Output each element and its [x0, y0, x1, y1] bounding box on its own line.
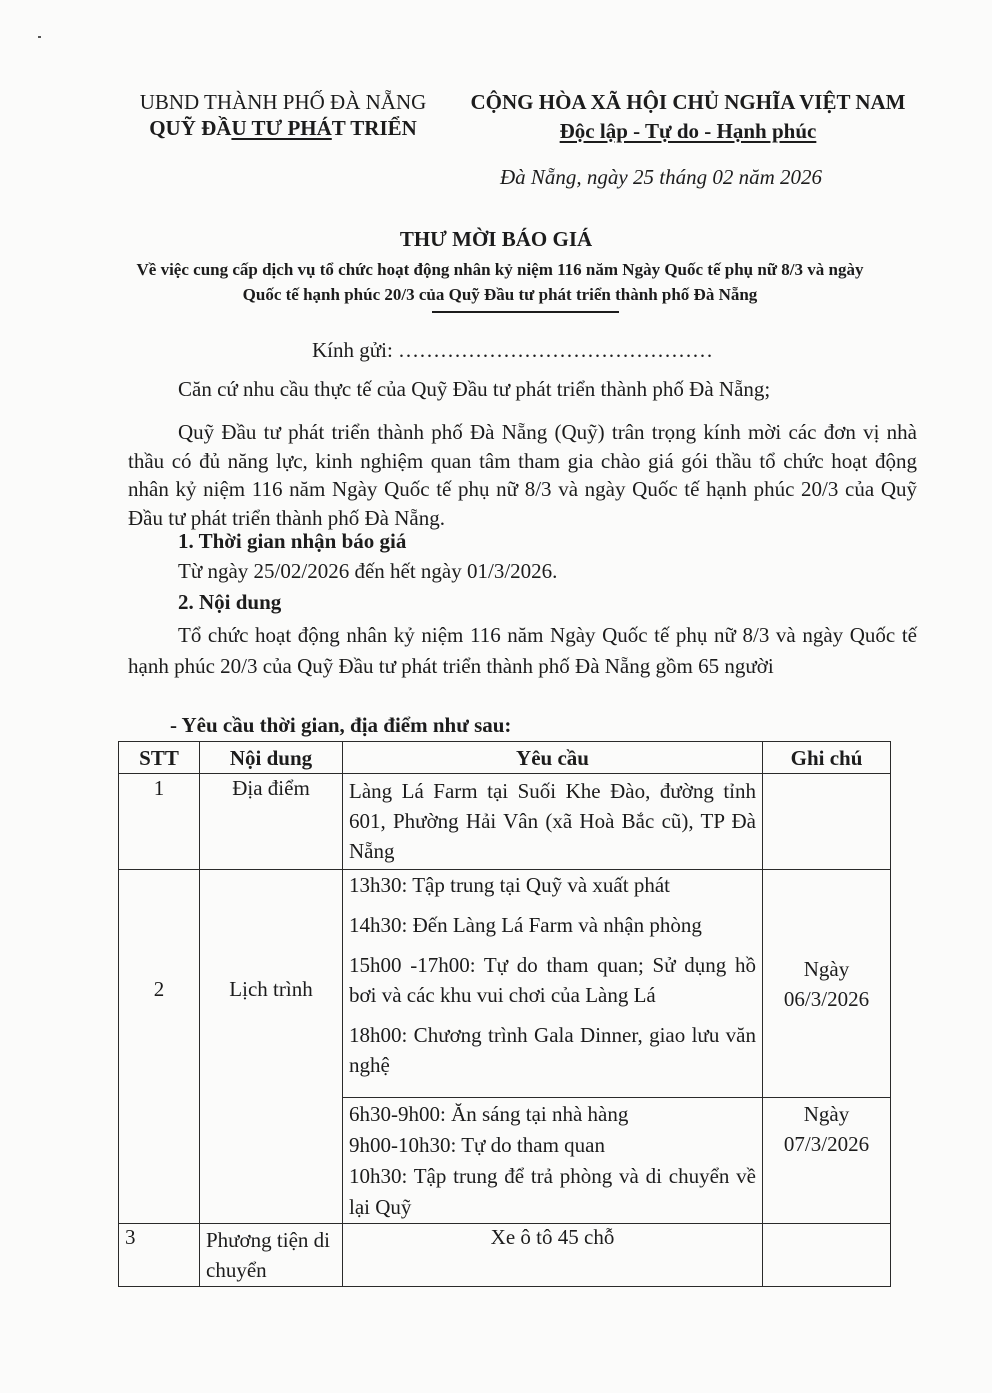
document-title: THƯ MỜI BÁO GIÁ: [399, 227, 593, 251]
invitation-paragraph: Quỹ Đầu tư phát triển thành phố Đà Nẵng (Quỹ) trân trọng kính mời các đơn vị nhà thầu có đủ năng lực, kinh nghiệm quan tâm tham gia chào giá gói thầu tổ chức hoạt động nhân kỷ niệm 116 năm Ngày Quốc tế phụ nữ 8/3 và ngày Quốc tế hạnh phúc 20/3 của Quỹ Đầu tư phát triển thành phố Đà Nẵng.: [128, 420, 917, 530]
header-content: Nội dung: [200, 742, 343, 774]
note-date: 06/3/2026: [783, 986, 870, 1011]
header-stt: STT: [119, 742, 200, 774]
cell-content: Địa điểm: [200, 774, 343, 870]
cell-note-day2: [763, 1098, 891, 1224]
issuer-authority: UBND THÀNH PHỐ ĐÀ NẴNG: [139, 90, 427, 114]
issuer-org-underlined: U TƯ PHÁ: [231, 116, 332, 140]
table-row: [119, 774, 891, 870]
cell-requirement: Làng Lá Farm tại Suối Khe Đào, đường tỉnh 601, Phường Hải Vân (xã Hoà Bắc cũ), TP Đà Nẵng: [343, 774, 763, 870]
header-requirement: Yêu cầu: [343, 742, 763, 774]
date-line: Đà Nẵng, ngày 25 tháng 02 năm 2026: [500, 165, 822, 189]
cell-content: Lịch trình: [200, 870, 343, 1224]
cell-note: [763, 1224, 891, 1287]
note-date: 07/3/2026: [783, 1132, 870, 1156]
requirements-heading: - Yêu cầu thời gian, địa điểm như sau:: [170, 713, 512, 737]
section2-heading: 2. Nội dung: [178, 590, 282, 614]
note-day-label: Ngày: [803, 1102, 850, 1126]
schedule-item: 14h30: Đến Làng Lá Farm và nhận phòng: [349, 913, 702, 937]
schedule-item: 10h30: Tập trung để trả phòng và di chuyển về lại Quỹ: [349, 1164, 756, 1219]
issuer-org-part: QUỸ ĐẦ: [149, 116, 232, 140]
cell-requirement-day1: [343, 870, 763, 1098]
national-motto-text: Độc lập - Tự do - Hạnh phúc: [559, 119, 817, 143]
section2-paragraph: Tổ chức hoạt động nhân kỷ niệm 116 năm Ngày Quốc tế phụ nữ 8/3 và ngày Quốc tế hạnh phúc 20/3 của Quỹ Đầu tư phát triển thành phố Đà Nẵng gồm 65 người: [128, 623, 917, 678]
cell-requirement-day2: [343, 1098, 763, 1224]
scan-artifact: [38, 36, 41, 38]
national-title: CỘNG HÒA XÃ HỘI CHỦ NGHĨA VIỆT NAM: [470, 90, 906, 114]
cell-content: Phương tiện di chuyển: [200, 1224, 343, 1287]
section1-heading: 1. Thời gian nhận báo giá: [178, 529, 407, 553]
issuer-org-part: T TRIỂN: [331, 116, 417, 140]
schedule-item: 13h30: Tập trung tại Quỹ và xuất phát: [349, 873, 670, 897]
national-motto: [448, 118, 928, 144]
schedule-item: 18h00: Chương trình Gala Dinner, giao lưu văn nghệ: [349, 1023, 756, 1077]
table-header-row: [119, 742, 891, 774]
schedule-item: 6h30-9h00: Ăn sáng tại nhà hàng: [349, 1102, 629, 1126]
schedule-item: 9h00-10h30: Tự do tham quan: [349, 1133, 605, 1157]
salutation: Kính gửi: ………………………………………: [312, 338, 714, 362]
header-note: Ghi chú: [763, 742, 891, 774]
cell-note-day1: [763, 870, 891, 1098]
cell-stt: 3: [119, 1224, 200, 1287]
issuer-organization: [118, 115, 448, 141]
note-day-label: Ngày: [803, 956, 850, 981]
cell-stt: 1: [119, 774, 200, 870]
document-subtitle: Về việc cung cấp dịch vụ tổ chức hoạt động nhân kỷ niệm 116 năm Ngày Quốc tế phụ nữ 8/3 và ngày Quốc tế hạnh phúc 20/3 của Quỹ Đầu tư phát triển thành phố Đà Nẵng: [136, 260, 864, 304]
cell-requirement: Xe ô tô 45 chỗ: [343, 1224, 763, 1287]
cell-stt: 2: [119, 870, 200, 1224]
table-row: [119, 1224, 891, 1287]
requirements-table: [118, 741, 891, 1287]
schedule-item: 15h00 -17h00: Tự do tham quan; Sử dụng hồ bơi và các khu vui chơi của Làng Lá: [349, 953, 756, 1007]
section1-text: Từ ngày 25/02/2026 đến hết ngày 01/3/2026.: [178, 559, 558, 583]
subtitle-underline-rule: [432, 311, 619, 313]
cell-note: [763, 774, 891, 870]
basis-paragraph: Căn cứ nhu cầu thực tế của Quỹ Đầu tư phát triển thành phố Đà Nẵng;: [178, 377, 771, 401]
table-row: [119, 870, 891, 1098]
